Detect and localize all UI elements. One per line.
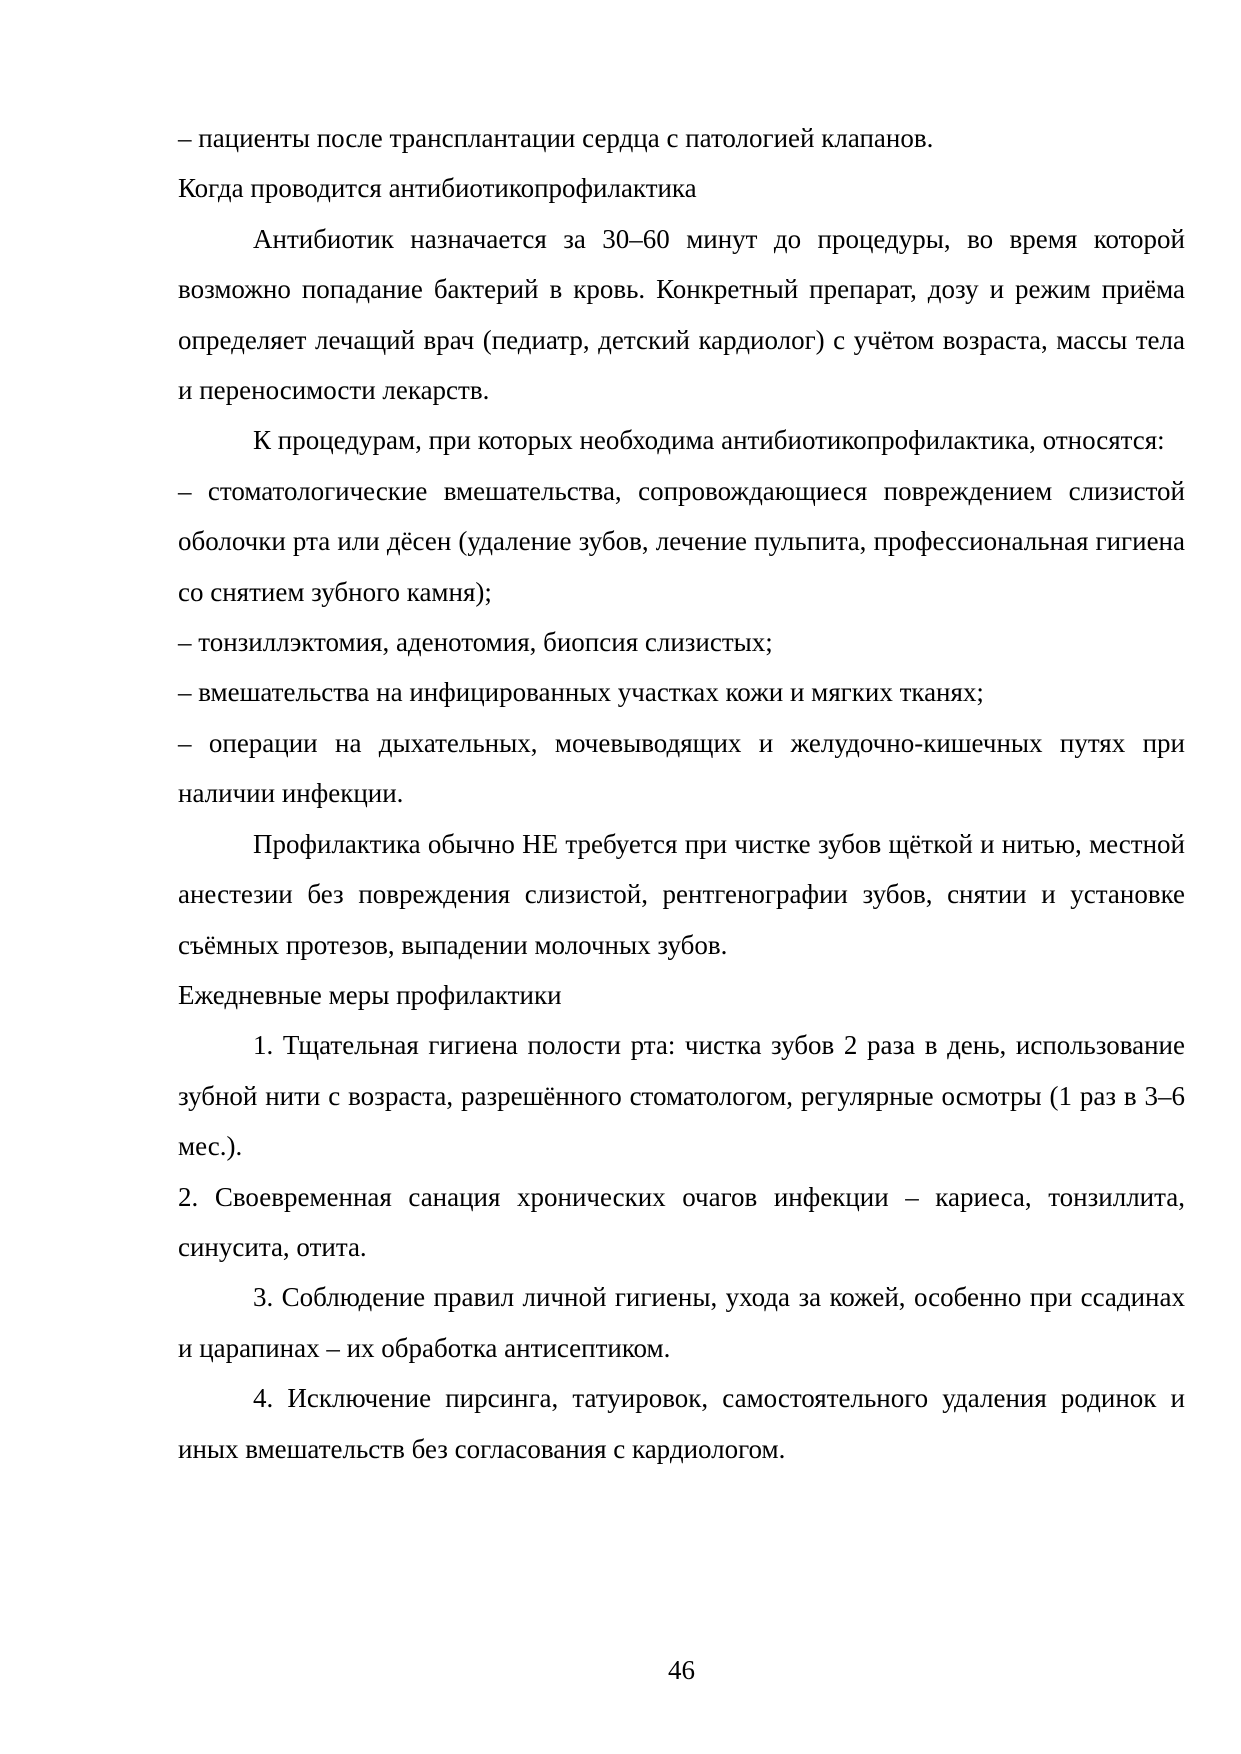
- paragraph-antibiotic-timing: Антибиотик назначается за 30–60 минут до процедуры, во время которой возможно попадание бактерий в кровь. Конкретный препарат, дозу и режим приёма определяет лечащий врач (педиатр, детский кардиолог) с учётом возраста, массы тела и переносимости лекарств.: [178, 223, 1185, 406]
- numbered-item-oral-hygiene: 1. Тщательная гигиена полости рта: чистка зубов 2 раза в день, использование зубной нити с возраста, разрешённого стоматологом, регулярные осмотры (1 раз в 3–6 мес.).: [178, 1030, 1185, 1162]
- list-item-heart-transplant: – пациенты после трансплантации сердца с патологией клапанов.: [178, 123, 934, 153]
- page-body: [178, 113, 1185, 1474]
- list-item-tonsillectomy: – тонзиллэктомия, аденотомия, биопсия слизистых;: [178, 627, 773, 658]
- section-heading-daily-measures: Ежедневные меры профилактики: [178, 979, 562, 1010]
- list-item-dental-procedures: – стоматологические вмешательства, сопровождающиеся повреждением слизистой оболочки рта или дёсен (удаление зубов, лечение пульпита, профессиональная гигиена со снятием зубного камня);: [178, 475, 1185, 607]
- numbered-item-sanation: 2. Своевременная санация хронических очагов инфекции – кариеса, тонзиллита, синусита, отита.: [178, 1181, 1185, 1262]
- numbered-item-piercing-exclusion: 4. Исключение пирсинга, татуировок, самостоятельного удаления родинок и иных вмешательств без согласования с кардиологом.: [178, 1383, 1185, 1464]
- list-item-infected-skin: – вмешательства на инфицированных участках кожи и мягких тканях;: [178, 677, 984, 708]
- page-number: 46: [668, 1655, 695, 1685]
- paragraph-not-required: Профилактика обычно НЕ требуется при чистке зубов щёткой и нитью, местной анестезии без повреждения слизистой, рентгенографии зубов, снятии и установке съёмных протезов, выпадении молочных зубов.: [178, 828, 1185, 960]
- paragraph-procedures-intro: К процедурам, при которых необходима антибиотикопрофилактика, относятся:: [253, 425, 1165, 456]
- numbered-item-personal-hygiene: 3. Соблюдение правил личной гигиены, ухода за кожей, особенно при ссадинах и царапинах – их обработка антисептиком.: [178, 1282, 1185, 1363]
- section-heading-antibiotic-prophylaxis: Когда проводится антибиотикопрофилактика: [178, 173, 697, 204]
- list-item-operations: – операции на дыхательных, мочевыводящих и желудочно-кишечных путях при наличии инфекции.: [178, 727, 1185, 809]
